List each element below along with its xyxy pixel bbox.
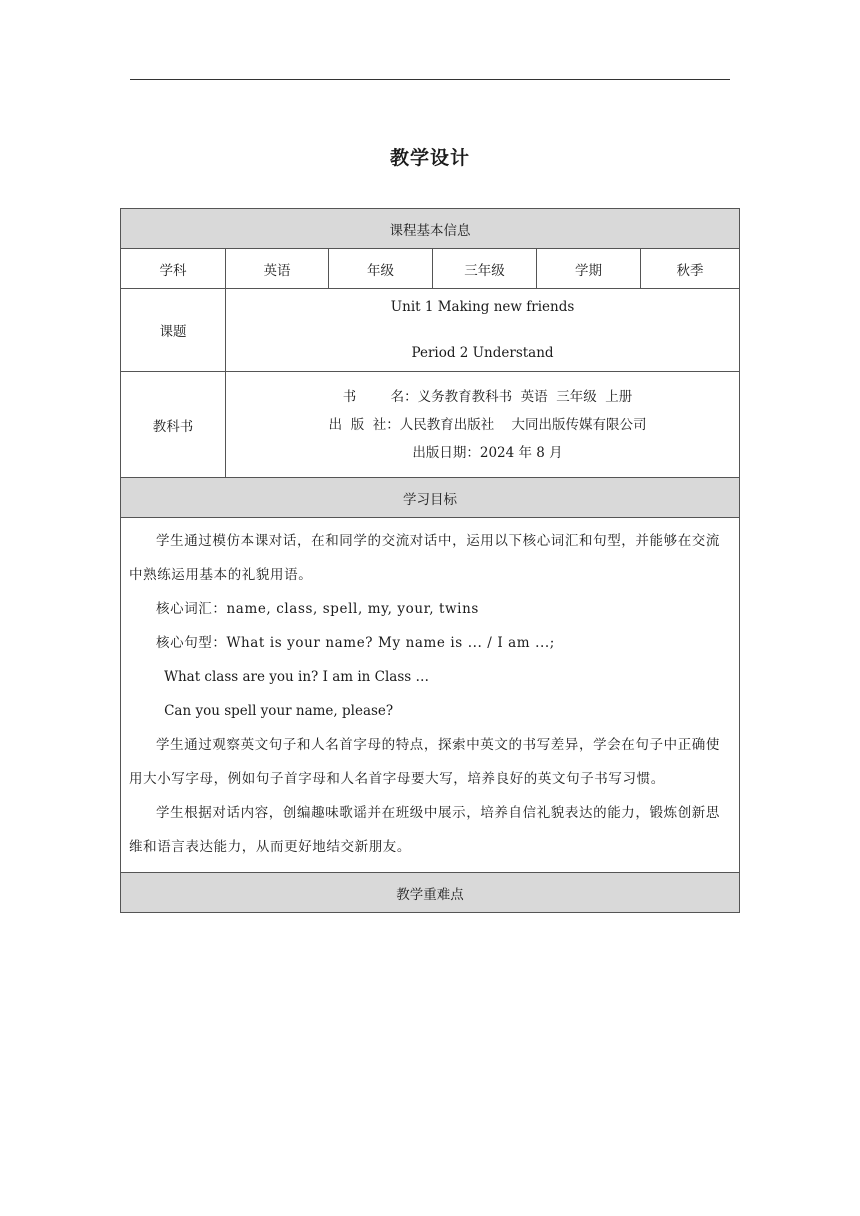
term-value: 秋季 — [641, 249, 740, 289]
goal-paragraph-3: 学生根据对话内容，创编趣味歌谣并在班级中展示，培养自信礼貌表达的能力，锻炼创新思维和语言表达能力，从而更好地结交新朋友。 — [129, 805, 720, 855]
textbook-label: 教科书 — [121, 372, 226, 478]
topic-unit: Unit 1 Making new friends — [390, 299, 575, 315]
core-sentence-2: What class are you in? I am in Class … — [164, 669, 429, 685]
core-vocabulary: 核心词汇：name, class, spell, my, your, twins — [156, 601, 479, 617]
textbook-date: 出版日期：2024 年 8 月 — [412, 444, 563, 461]
grade-label: 年级 — [329, 249, 433, 289]
subject-value: 英语 — [226, 249, 329, 289]
goal-paragraph-2: 学生通过观察英文句子和人名首字母的特点，探索中英文的书写差异，学会在句子中正确使用大小写字母，例如句子首字母和人名首字母要大写，培养良好的英文句子书写习惯。 — [129, 737, 720, 787]
grade-value: 三年级 — [433, 249, 537, 289]
textbook-publisher: 出 版 社：人民教育出版社 大同出版传媒有限公司 — [328, 416, 647, 433]
topic-period: Period 2 Understand — [411, 345, 554, 361]
course-info-table — [120, 208, 740, 913]
document-title: 教学设计 — [389, 147, 470, 169]
learning-goals-body — [121, 518, 740, 873]
textbook-details — [226, 372, 740, 478]
topic-value — [226, 289, 740, 372]
section-header-basic-info: 课程基本信息 — [121, 209, 740, 249]
core-sentence-pattern: 核心句型：What is your name? My name is ... / I am ...; — [156, 635, 555, 651]
section-header-key-points: 教学重难点 — [121, 873, 740, 913]
core-sentence-3: Can you spell your name, please? — [164, 703, 394, 719]
topic-label: 课题 — [121, 289, 226, 372]
section-header-learning-goals: 学习目标 — [121, 478, 740, 518]
header-rule — [130, 79, 730, 80]
subject-label: 学科 — [121, 249, 226, 289]
textbook-name: 书 名：义务教育教科书 英语 三年级 上册 — [342, 388, 633, 405]
term-label: 学期 — [537, 249, 641, 289]
goal-paragraph-1: 学生通过模仿本课对话，在和同学的交流对话中，运用以下核心词汇和句型，并能够在交流中熟练运用基本的礼貌用语。 — [129, 533, 720, 583]
